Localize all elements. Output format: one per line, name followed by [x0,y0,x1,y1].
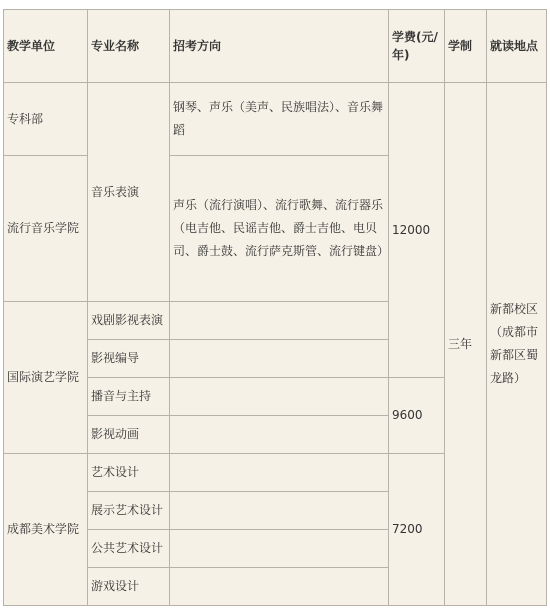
header-fee: 学费(元/年) [389,10,445,83]
unit-cell: 流行音乐学院 [4,156,88,302]
header-major: 专业名称 [88,10,170,83]
unit-cell: 国际演艺学院 [4,302,88,454]
header-unit: 教学单位 [4,10,88,83]
major-cell: 影视编导 [88,340,170,378]
fee-cell: 12000 [389,83,445,378]
table-row [4,83,547,156]
direction-cell [170,454,389,492]
table-header-row [4,10,547,83]
header-direction: 招考方向 [170,10,389,83]
header-duration: 学制 [445,10,487,83]
direction-cell [170,416,389,454]
direction-cell [170,492,389,530]
direction-cell [170,340,389,378]
major-cell: 影视动画 [88,416,170,454]
major-cell: 展示艺术设计 [88,492,170,530]
direction-cell [170,568,389,606]
direction-cell: 钢琴、声乐（美声、民族唱法）、音乐舞蹈 [170,83,389,156]
unit-cell: 成都美术学院 [4,454,88,606]
fee-cell: 9600 [389,378,445,454]
major-cell: 戏剧影视表演 [88,302,170,340]
direction-cell [170,530,389,568]
major-cell: 播音与主持 [88,378,170,416]
direction-cell [170,302,389,340]
direction-cell [170,378,389,416]
major-cell: 游戏设计 [88,568,170,606]
unit-cell: 专科部 [4,83,88,156]
fee-cell: 7200 [389,454,445,606]
header-location: 就读地点 [487,10,547,83]
direction-cell: 声乐（流行演唱）、流行歌舞、流行器乐（电吉他、民谣吉他、爵士吉他、电贝司、爵士鼓、流行萨克斯管、流行键盘） [170,156,389,302]
major-cell: 艺术设计 [88,454,170,492]
major-cell: 音乐表演 [88,83,170,302]
location-cell: 新都校区（成都市新都区蜀龙路） [487,83,547,606]
enrollment-table [3,9,547,606]
duration-cell: 三年 [445,83,487,606]
major-cell: 公共艺术设计 [88,530,170,568]
